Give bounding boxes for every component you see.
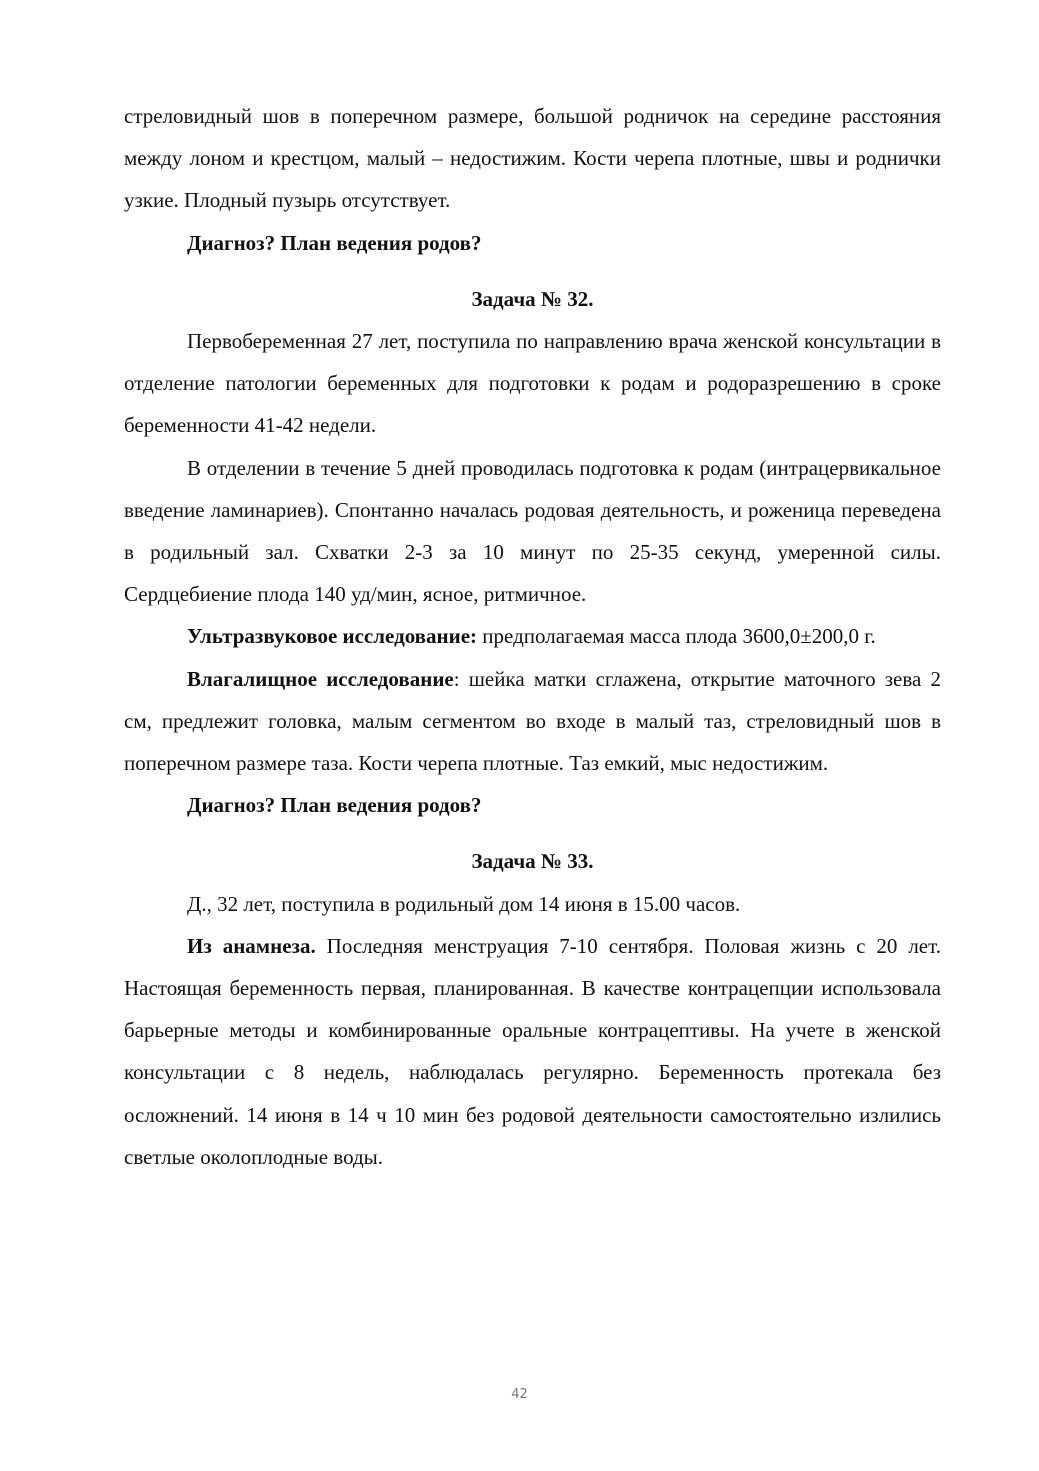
task-33-heading: Задача № 33. (471, 849, 594, 874)
task-32-vaginal-exam-paragraph (124, 658, 941, 785)
ultrasound-label: Ультразвуковое исследование: (187, 624, 478, 649)
question-diagnosis-1: Диагноз? План ведения родов? (187, 230, 482, 255)
anamnesis-text: Последняя менструация 7-10 сентября. Половая жизнь с 20 лет. Настоящая беременность первая, планированная. В качестве контрацепции использовала барьерные методы и комбинированные оральные контрацептивы. На учете в женской консультации с 8 недель, наблюдалась регулярно. Беременность протекала без осложнений. 14 июня в 14 ч 10 мин без родовой деятельности самостоятельно излились светлые околоплодные воды. (124, 933, 941, 1169)
vaginal-exam-label: Влагалищное исследование (187, 666, 454, 691)
task-33-paragraph-1: Д., 32 лет, поступила в родильный дом 14 июня в 15.00 часов. (187, 891, 741, 916)
document-page (124, 95, 941, 1178)
question-diagnosis-2: Диагноз? План ведения родов? (187, 793, 482, 818)
section-gap (124, 826, 941, 840)
task-32-paragraph-2: В отделении в течение 5 дней проводилась подготовка к родам (интрацервикальное введение ламинариев). Спонтанно началась родовая деятельность, и роженица переведена в родильный зал. Схватки 2-3 за 10 минут по 25-35 секунд, умеренной силы. Сердцебиение плода 140 уд/мин, ясное, ритмичное. (124, 455, 941, 607)
task-32-paragraph-1: Первобеременная 27 лет, поступила по направлению врача женской консультации в отделение патологии беременных для подготовки к родам и родоразрешению в сроке беременности 41-42 недели. (124, 329, 941, 438)
task-33-anamnesis-paragraph (124, 925, 941, 1178)
task-32-heading: Задача № 32. (471, 286, 594, 311)
section-gap (124, 264, 941, 278)
ultrasound-text: предполагаемая масса плода 3600,0±200,0 г. (477, 624, 876, 649)
continued-paragraph: стреловидный шов в поперечном размере, большой родничок на середине расстояния между лоном и крестцом, малый – недостижим. Кости черепа плотные, швы и роднички узкие. Плодный пузырь отсутствует. (124, 104, 941, 213)
task-32-ultrasound-paragraph (124, 615, 941, 657)
vaginal-exam-text: : шейка матки сглажена, открытие маточного зева 2 см, предлежит головка, малым сегментом во входе в малый таз, стреловидный шов в поперечном размере таза. Кости черепа плотные. Таз емкий, мыс недостижим. (124, 666, 941, 776)
anamnesis-label: Из анамнеза. (187, 933, 316, 958)
page-number: 42 (511, 1387, 528, 1402)
